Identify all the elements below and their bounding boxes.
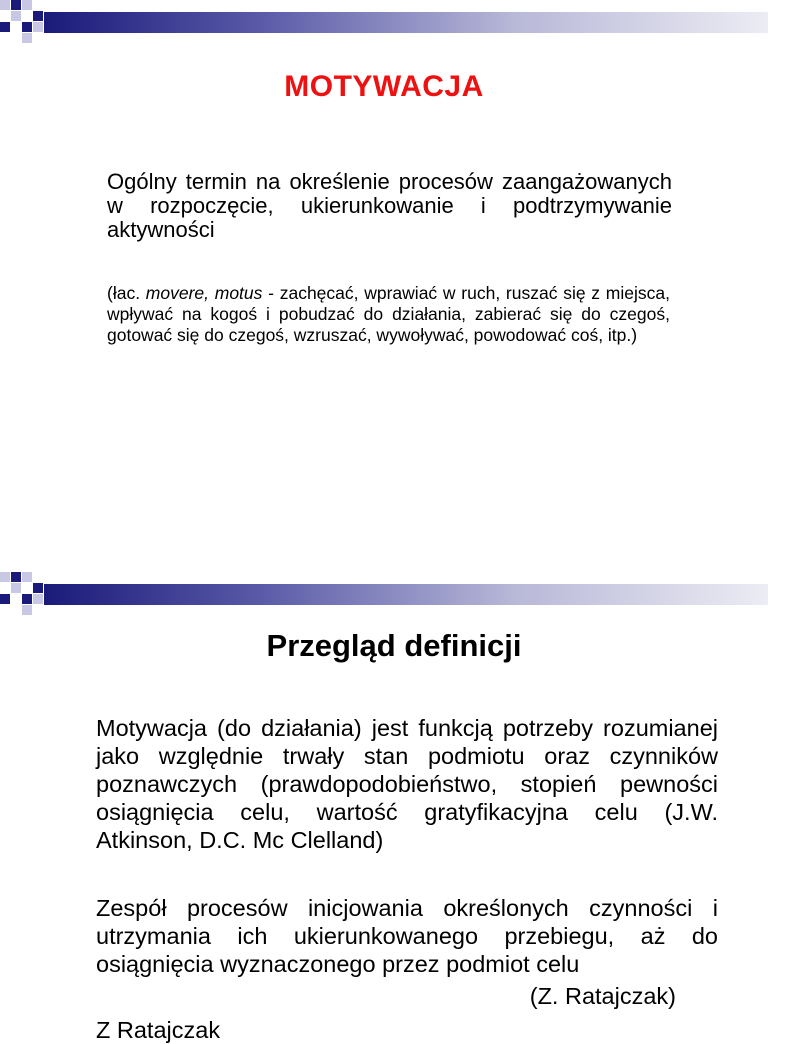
etymology-latin: movere, motus [145, 283, 263, 303]
decor-square [11, 572, 21, 582]
decor-square [33, 583, 43, 593]
decor-square [22, 22, 32, 32]
decor-square [0, 0, 10, 10]
slide-header-decoration [0, 572, 768, 620]
decor-square [11, 583, 21, 593]
decor-square [22, 594, 32, 604]
etymology-prefix: (łac. [107, 283, 146, 303]
slide-header-decoration [0, 0, 768, 48]
decor-square [33, 594, 43, 604]
slide-2 [0, 572, 768, 1043]
decor-square [22, 572, 32, 582]
decor-square [11, 11, 21, 21]
slide-title: MOTYWACJA [284, 70, 484, 103]
slide-title: Przegląd definicji [266, 628, 522, 663]
decor-square [33, 22, 43, 32]
decor-square [33, 11, 43, 21]
decor-square [0, 572, 10, 582]
citation-ratajczak: (Z. Ratajczak) [529, 983, 676, 1009]
definition-ratajczak: Zespół procesów inicjowania określonych czynności i utrzymania ich ukierunkowanego przebiegu, aż do osiągnięcia wyznaczonego przez podmiot celu [96, 895, 718, 977]
definition-partial: Z Ratajczak [96, 1017, 221, 1043]
definition-text: Ogólny termin na określenie procesów zaangażowanych w rozpoczęcie, ukierunkowanie i podtrzymywanie aktywności [107, 169, 672, 242]
decor-square [0, 22, 10, 32]
decor-square [22, 33, 32, 43]
decor-square [0, 594, 10, 604]
etymology-rest: - zachęcać, wprawiać w ruch, ruszać się z miejsca, wpływać na kogoś i pobudzać do działania, zabierać się do czegoś, gotować się do czegoś, wzruszać, wywoływać, powodować coś, itp.) [107, 283, 670, 345]
decor-square [11, 0, 21, 10]
decor-square [22, 0, 32, 10]
header-gradient-bar [44, 584, 768, 605]
etymology-text [107, 283, 670, 346]
decor-square [22, 605, 32, 615]
definition-atkinson: Motywacja (do działania) jest funkcją potrzeby rozumianej jako względnie trwały stan podmiotu oraz czynników poznawczych (prawdopodobieństwo, stopień pewności osiągnięcia celu, wartość gratyfikacyjna celu (J.W. Atkinson, D.C. Mc Clelland) [96, 715, 718, 853]
header-gradient-bar [44, 12, 768, 33]
